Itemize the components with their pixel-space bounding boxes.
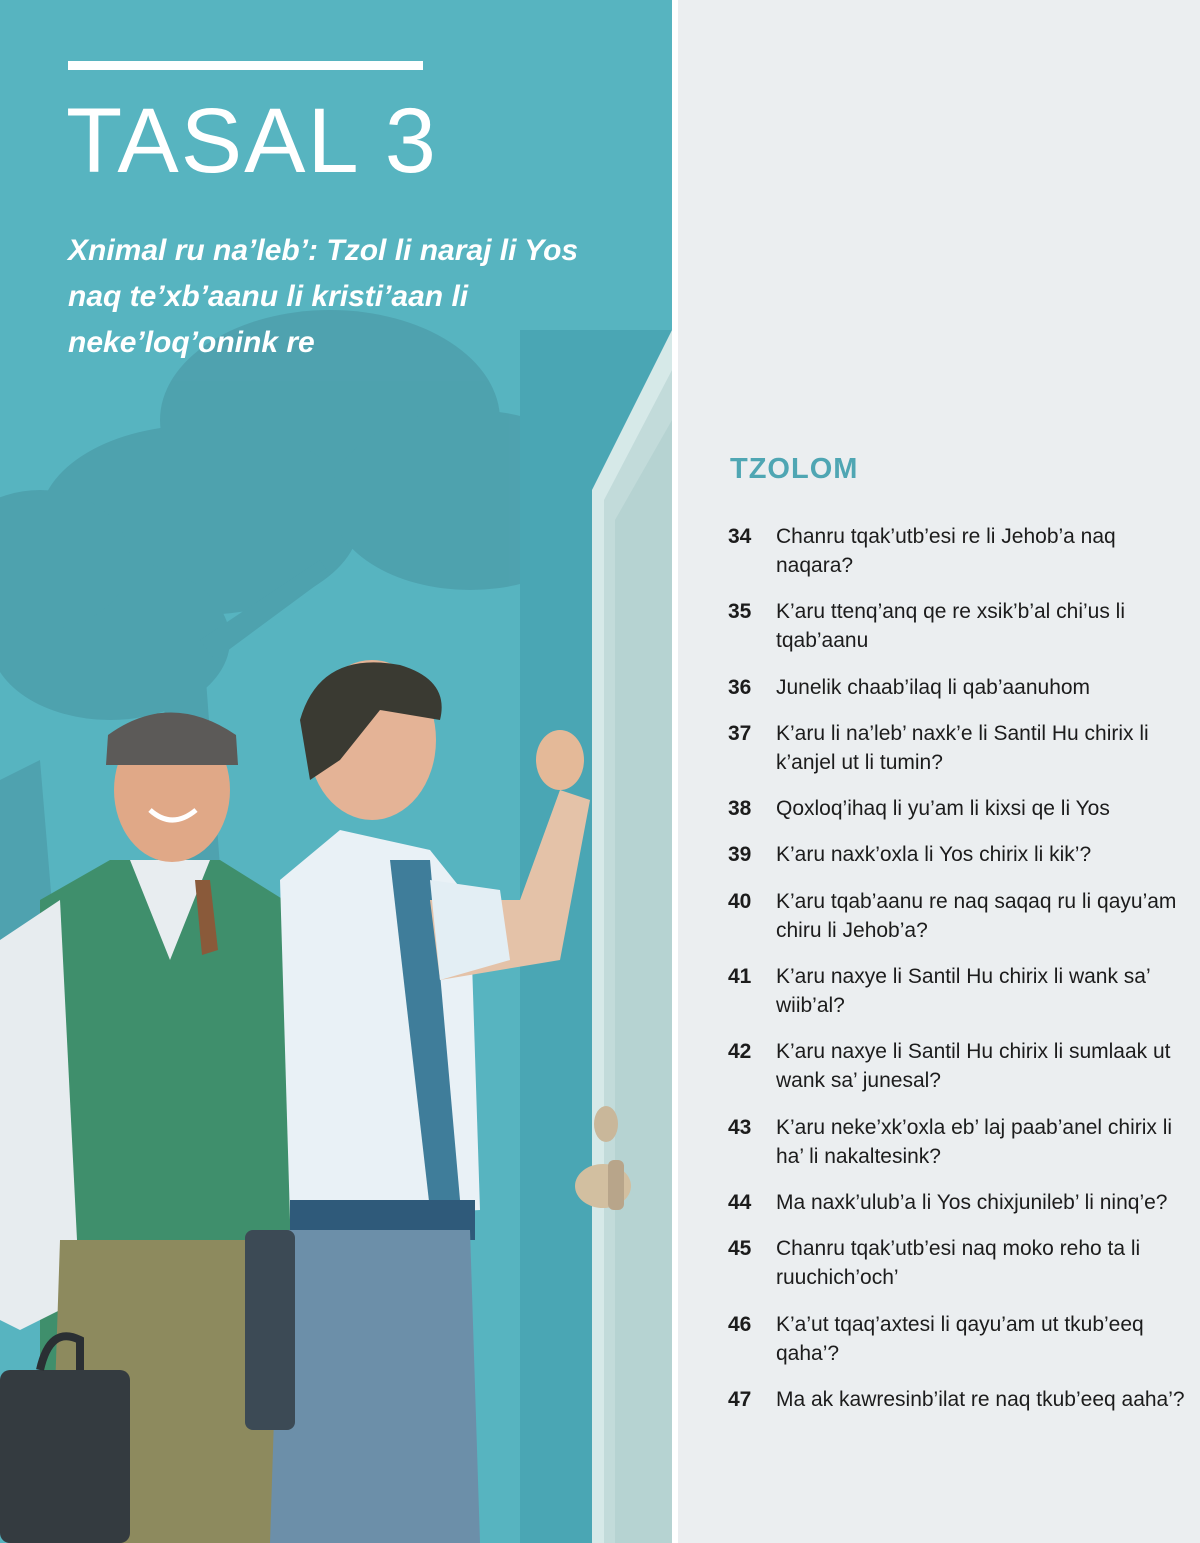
toc-item[interactable] xyxy=(728,1188,1188,1217)
toc-item[interactable] xyxy=(728,1385,1188,1414)
lesson-number: 47 xyxy=(728,1387,752,1411)
table-of-contents xyxy=(678,0,1200,1543)
lesson-title: K’aru tqab’aanu re naq saqaq ru li qayu’am chiru li Jehob’a? xyxy=(776,889,1177,942)
lesson-number: 43 xyxy=(728,1115,752,1139)
lesson-number: 40 xyxy=(728,889,752,913)
toc-item[interactable] xyxy=(728,887,1188,945)
lesson-number: 35 xyxy=(728,600,752,624)
toc-item[interactable] xyxy=(728,1310,1188,1368)
toc-item[interactable] xyxy=(728,522,1188,580)
lesson-title: K’aru naxk’oxla li Yos chirix li kik’? xyxy=(776,843,1092,867)
part-subtitle: Xnimal ru na’leb’: Tzol li naraj li Yos naq te’xb’aanu li kristi’aan li neke’loq’onink re xyxy=(68,234,579,359)
toc-item[interactable] xyxy=(728,673,1188,702)
part-title: TASAL 3 xyxy=(66,90,438,192)
toc-heading: TZOLOM xyxy=(730,453,859,485)
toc-item[interactable] xyxy=(728,597,1188,655)
lesson-title: K’aru naxye li Santil Hu chirix li wank sa’ wiib’al? xyxy=(776,965,1150,1018)
lesson-title: K’aru ttenq’anq qe re xsik’b’al chi’us li tqab’aanu xyxy=(776,600,1126,653)
lesson-number: 41 xyxy=(728,965,752,989)
toc-item[interactable] xyxy=(728,719,1188,777)
lesson-number: 42 xyxy=(728,1040,752,1064)
toc-list xyxy=(728,522,1188,1431)
toc-item[interactable] xyxy=(728,1037,1188,1095)
toc-item[interactable] xyxy=(728,794,1188,823)
title-rule xyxy=(68,61,423,70)
lesson-number: 36 xyxy=(728,675,752,699)
lesson-title: K’aru neke’xk’oxla eb’ laj paab’anel chirix li ha’ li nakaltesink? xyxy=(776,1115,1173,1168)
lesson-title: Qoxloq’ihaq li yu’am li kixsi qe li Yos xyxy=(776,797,1110,821)
lesson-number: 45 xyxy=(728,1237,752,1261)
toc-item[interactable] xyxy=(728,1234,1188,1292)
lesson-title: Chanru tqak’utb’esi naq moko reho ta li ruuchich’och’ xyxy=(776,1237,1141,1290)
lesson-title: K’aru li na’leb’ naxk’e li Santil Hu chirix li k’anjel ut li tumin? xyxy=(776,721,1149,774)
lesson-title: K’a’ut tqaq’axtesi li qayu’am ut tkub’eeq qaha’? xyxy=(776,1312,1144,1365)
toc-item[interactable] xyxy=(728,962,1188,1020)
lesson-number: 44 xyxy=(728,1190,752,1214)
lesson-number: 37 xyxy=(728,721,752,745)
lesson-title: Junelik chaab’ilaq li qab’aanuhom xyxy=(776,675,1091,699)
toc-item[interactable] xyxy=(728,840,1188,869)
lesson-number: 46 xyxy=(728,1312,752,1336)
lesson-title: Ma naxk’ulub’a li Yos chixjunileb’ li ninq’e? xyxy=(776,1190,1168,1214)
toc-item[interactable] xyxy=(728,1113,1188,1171)
lesson-number: 38 xyxy=(728,797,752,821)
lesson-title: Ma ak kawresinb’ilat re naq tkub’eeq aaha’? xyxy=(776,1387,1185,1411)
lesson-number: 39 xyxy=(728,843,752,867)
lesson-title: Chanru tqak’utb’esi re li Jehob’a naq naqara? xyxy=(776,525,1116,577)
lesson-number: 34 xyxy=(728,525,752,548)
lesson-title: K’aru naxye li Santil Hu chirix li sumlaak ut wank sa’ junesal? xyxy=(776,1040,1171,1093)
